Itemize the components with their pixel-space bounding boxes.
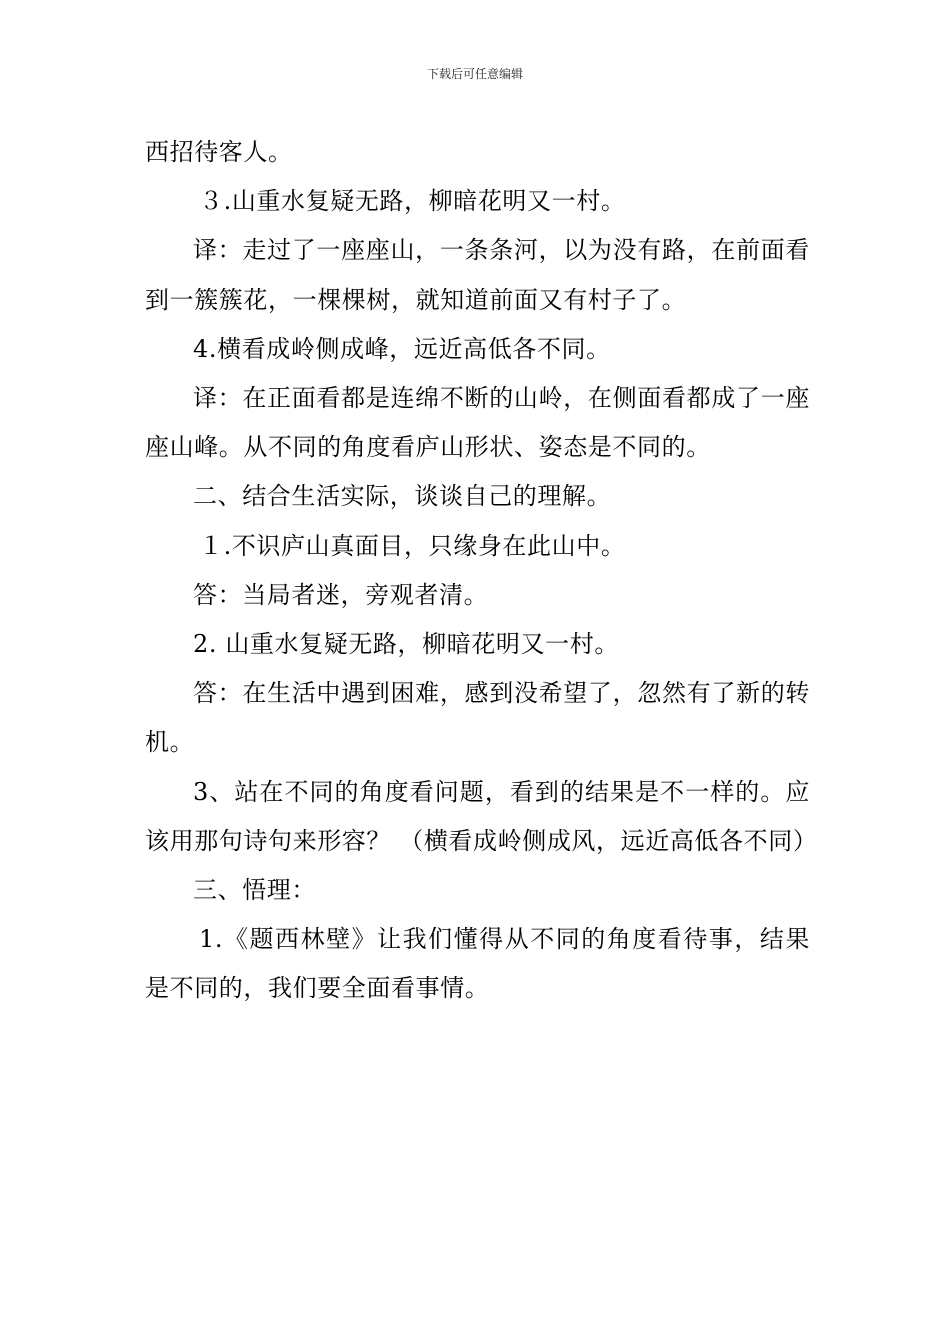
document-body: [145, 128, 818, 1014]
translation-3: 译：走过了一座座山，一条条河，以为没有路，在前面看到一簇簇花，一棵棵树，就知道前面又有村子了。: [145, 236, 810, 314]
answer-1: 答：当局者迷，旁观者清。: [193, 580, 489, 609]
insight-1: 1.《题西林壁》让我们懂得从不同的角度看待事，结果是不同的，我们要全面看事情。: [145, 925, 810, 1003]
question-3: 3、站在不同的角度看问题，看到的结果是不一样的。应该用那句诗句来形容？ （横看成岭侧成风，远近高低各不同）: [145, 777, 818, 855]
question-2: 2. 山重水复疑无路，柳暗花明又一村。: [193, 630, 619, 659]
answer-2: 答：在生活中遇到困难，感到没希望了，忽然有了新的转机。: [145, 679, 810, 757]
poem-line-4: 4.横看成岭侧成峰，远近高低各不同。: [193, 334, 611, 363]
page-header-note: 下载后可任意编辑: [426, 67, 523, 81]
poem-line-3: ３.山重水复疑无路，柳暗花明又一村。: [199, 187, 626, 216]
paragraph-continuation: 西招待客人。: [145, 138, 293, 166]
section-heading-2: 二、结合生活实际，谈谈自己的理解。: [193, 482, 612, 511]
section-heading-3: 三、悟理：: [193, 876, 316, 905]
question-1: １.不识庐山真面目，只缘身在此山中。: [199, 531, 626, 560]
translation-4: 译：在正面看都是连绵不断的山岭，在侧面看都成了一座座山峰。从不同的角度看庐山形状、姿态是不同的。: [145, 384, 810, 462]
